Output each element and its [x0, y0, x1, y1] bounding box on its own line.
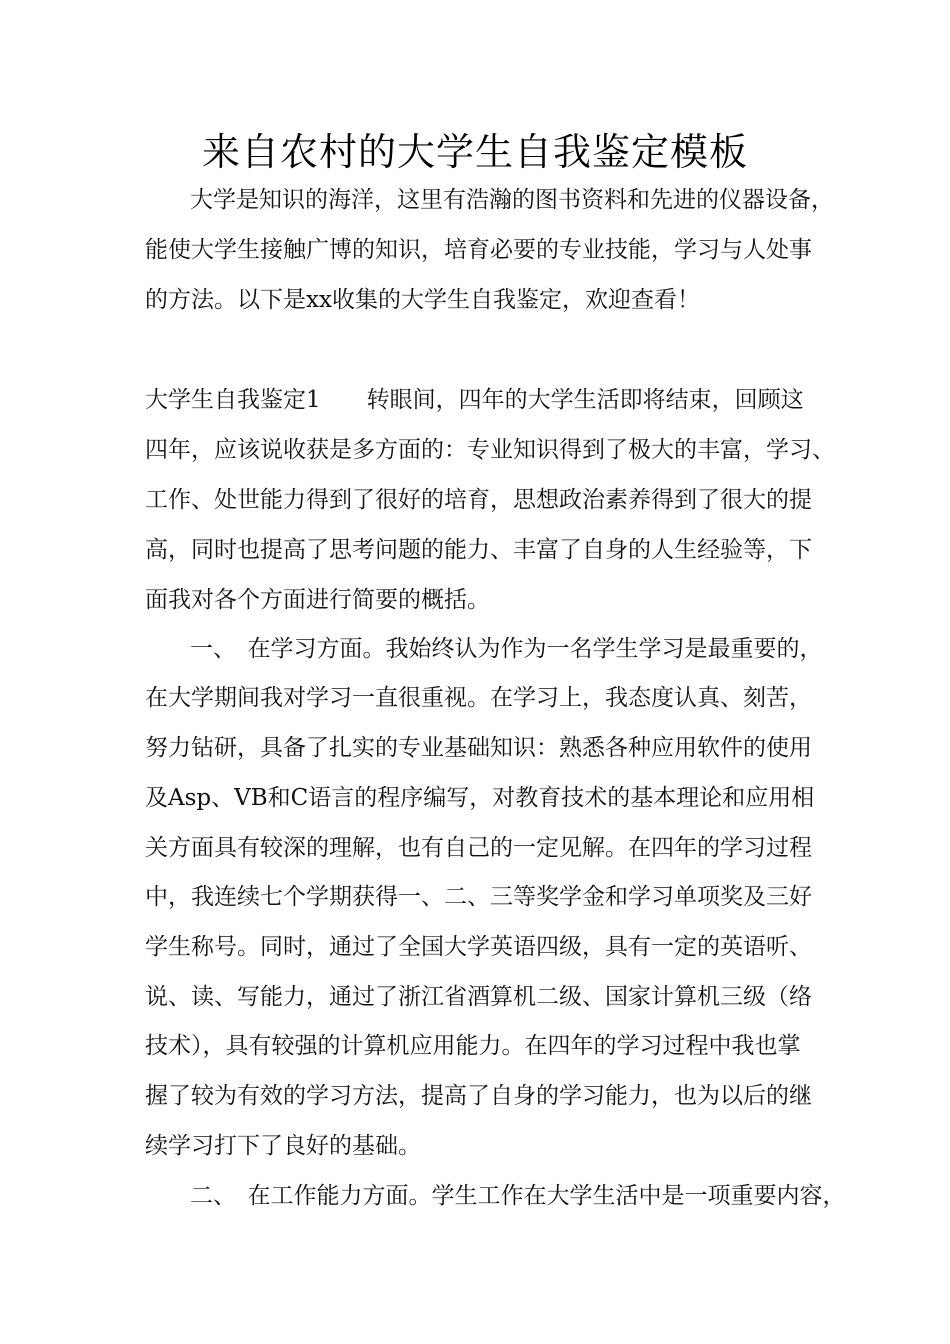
- body-line: 在大学期间我对学习一直很重视。在学习上，我态度认真、刻苦，: [145, 685, 812, 711]
- document-title: 来自农村的大学生自我鉴定模板: [201, 130, 748, 174]
- body-line: 四年，应该说收获是多方面的：专业知识得到了极大的丰富，学习、: [145, 437, 835, 463]
- body-line: 技术），具有较强的计算机应用能力。在四年的学习过程中我也掌: [145, 1033, 801, 1059]
- body-line: 及Asp、VB和C语言的程序编写，对教育技术的基本理论和应用相: [145, 785, 815, 811]
- body-line: 高，同时也提高了思考问题的能力、丰富了自身的人生经验等，下: [145, 537, 812, 563]
- body-line: 学生称号。同时，通过了全国大学英语四级，具有一定的英语听、: [145, 934, 812, 960]
- body-line: 努力钻研，具备了扎实的专业基础知识：熟悉各种应用软件的使用: [145, 735, 812, 761]
- body-line: 大学生自我鉴定1 转眼间，四年的大学生活即将结束，回顾这: [145, 387, 804, 413]
- body-line: 的方法。以下是xx收集的大学生自我鉴定，欢迎查看！: [145, 287, 700, 313]
- body-line: 握了较为有效的学习方法，提高了自身的学习能力，也为以后的继: [145, 1083, 812, 1109]
- body-line: 中，我连续七个学期获得一、二、三等奖学金和学习单项奖及三好: [145, 884, 812, 910]
- body-line: 大学是知识的海洋，这里有浩瀚的图书资料和先进的仪器设备，: [190, 187, 834, 213]
- body-line: 续学习打下了良好的基础。: [145, 1133, 421, 1159]
- body-line: 关方面具有较深的理解，也有自己的一定见解。在四年的学习过程: [145, 835, 812, 861]
- body-line: 面我对各个方面进行简要的概括。: [145, 587, 490, 613]
- body-line: 说、读、写能力，通过了浙江省酒算机二级、国家计算机三级（络: [145, 984, 812, 1010]
- body-line: 能使大学生接触广博的知识，培育必要的专业技能，学习与人处事: [145, 237, 812, 263]
- body-line: 工作、处世能力得到了很好的培育，思想政治素养得到了很大的提: [145, 487, 812, 513]
- body-line: 一、 在学习方面。我始终认为作为一名学生学习是最重要的，: [190, 636, 823, 662]
- body-line: 二、 在工作能力方面。学生工作在大学生活中是一项重要内容，: [190, 1183, 846, 1209]
